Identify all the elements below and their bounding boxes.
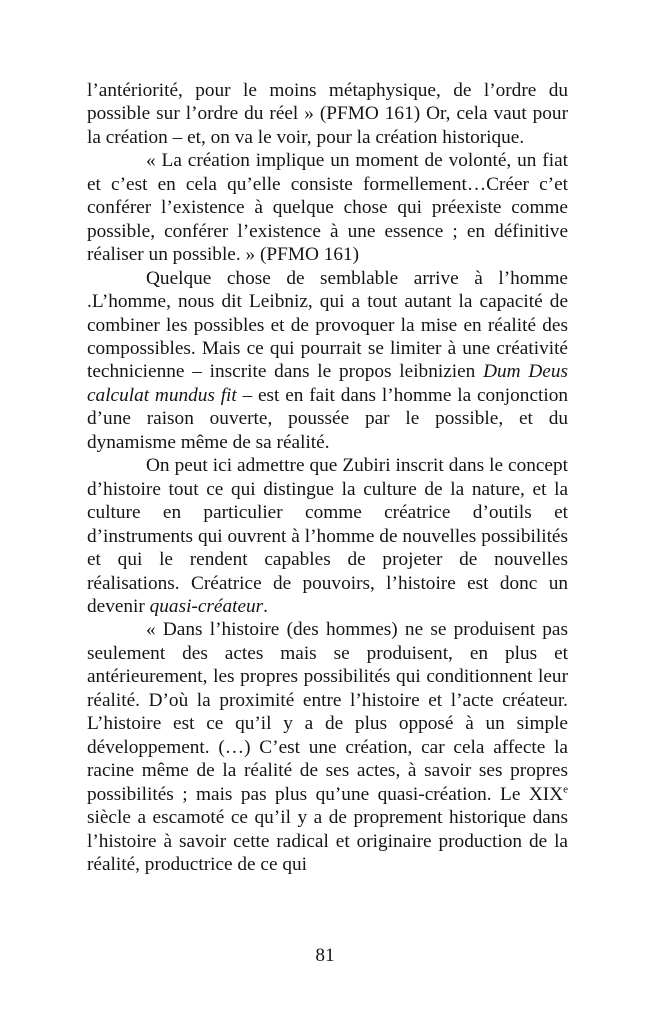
italic-text: Dum Deus calculat mundus fit — [87, 361, 568, 406]
paragraph — [87, 79, 568, 149]
text-run: « Dans l’histoire (des hommes) ne se produisent pas seulement des actes mais se produisent, en plus et antérieurement, les propres possibilités qui conditionnent leur réalité. D’où la proximité entre l’histoire et l’acte créateur. L’histoire est ce qu’il y a de plus opposé à un simple développement. (…) C’est une création, car cela affecte la racine même de la réalité de ses actes, à savoir ses propres possibilités ; mais pas plus qu’une quasi-création. Le XIX — [87, 619, 568, 805]
body-text — [87, 79, 568, 876]
paragraph — [87, 618, 568, 876]
superscript-text: e — [563, 783, 568, 796]
paragraph — [87, 454, 568, 618]
paragraph — [87, 267, 568, 455]
text-run: l’antériorité, pour le moins métaphysique, de l’ordre du possible sur l’ordre du réel » (PFMO 161) Or, cela vaut pour la création – et, on va le voir, pour la création historique. — [87, 80, 568, 148]
text-run: On peut ici admettre que Zubiri inscrit dans le concept d’histoire tout ce qui distingue la culture de la nature, et la culture en particulier comme créatrice d’outils et d’instruments qui ouvrent à l’homme de nouvelles possibilités et qui le rendent capables de projeter de nouvelles réalisations. Créatrice de pouvoirs, l’histoire est donc un devenir — [87, 455, 568, 617]
text-run: Quelque chose de semblable arrive à l’homme .L’homme, nous dit Leibniz, qui a tout autant la capacité de combiner les possibles et de provoquer la mise en réalité des compossibles. Mais ce qui pourrait se limiter à une créativité technicienne – inscrite dans le propos leibnizien — [87, 267, 568, 383]
text-run: siècle a escamoté ce qu’il y a de proprement historique dans l’histoire à savoir cette radical et originaire production de la réalité, productrice de ce qui — [87, 807, 568, 875]
text-run: . — [263, 595, 268, 617]
text-run: « La création implique un moment de volonté, un fiat et c’est en cela qu’elle consiste formellement…Créer c’et conférer l’existence à quelque chose qui préexiste comme possible, conférer l’existence à une essence ; en définitive réaliser un possible. » (PFMO 161) — [87, 150, 568, 266]
paragraph — [87, 149, 568, 266]
text-run: – est en fait dans l’homme la conjonction d’une raison ouverte, poussée par le possible, et du dynamisme même de sa réalité. — [87, 384, 568, 453]
italic-text: quasi-créateur — [149, 595, 264, 617]
page-number: 81 — [315, 945, 335, 966]
